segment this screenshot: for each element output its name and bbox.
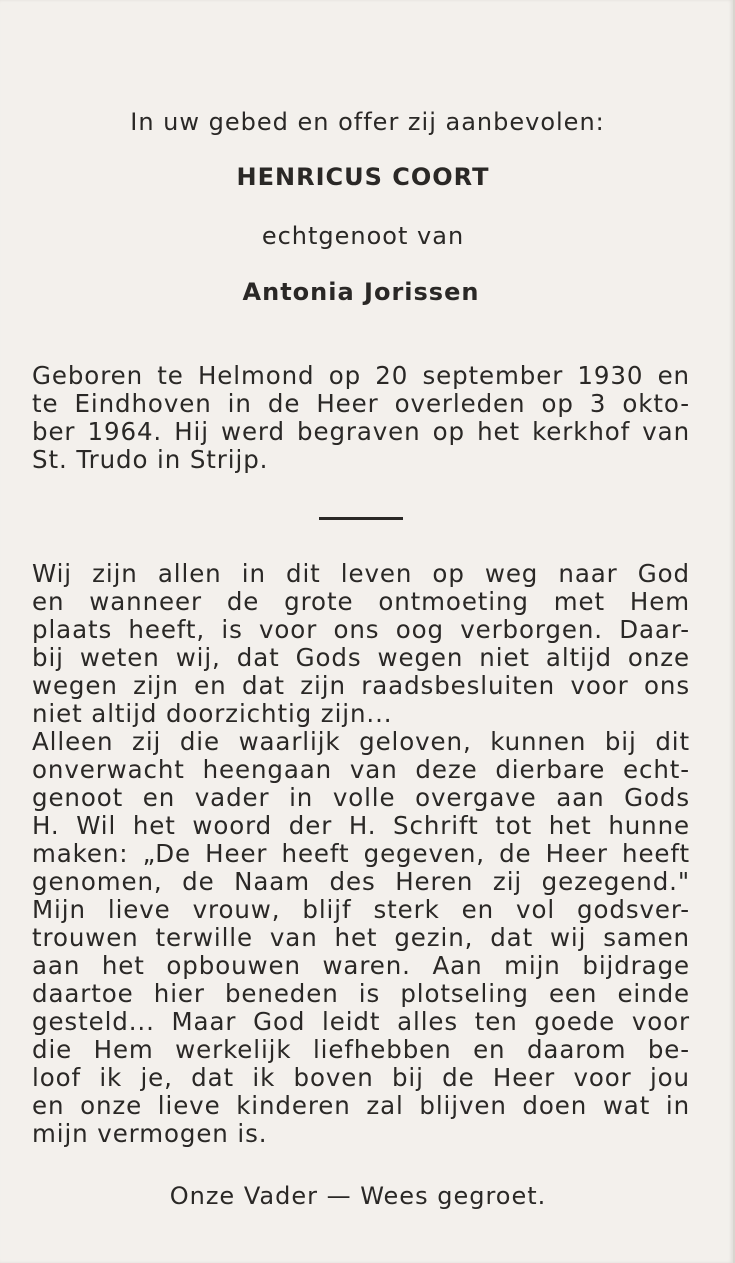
meditation-line: en wanneer de grote ontmoeting met Hem — [32, 587, 690, 616]
biography-line: St. Trudo in Strijp. — [32, 445, 269, 474]
biography-paragraph — [32, 362, 690, 474]
meditation-line: en onze lieve kinderen zal blijven doen wat in — [32, 1091, 690, 1120]
meditation-line: Wij zijn allen in dit leven op weg naar God — [32, 559, 690, 588]
meditation-line: wegen zijn en dat zijn raadsbesluiten voor ons — [32, 671, 690, 700]
meditation-line: niet altijd doorzichtig zijn... — [32, 699, 393, 728]
meditation-line: maken: „De Heer heeft gegeven, de Heer heeft — [32, 839, 690, 868]
meditation-line: Mijn lieve vrouw, blijf sterk en vol godsver- — [32, 895, 690, 924]
meditation-line: loof ik je, dat ik boven bij de Heer voor jou — [32, 1063, 690, 1092]
meditation-line: trouwen terwille van het gezin, dat wij samen — [32, 923, 690, 952]
meditation-line: die Hem werkelijk liefhebben en daarom be- — [32, 1035, 690, 1064]
meditation-line: genomen, de Naam des Heren zij gezegend." — [32, 867, 690, 896]
meditation-line: H. Wil het woord der H. Schrift tot het hunne — [32, 811, 690, 840]
meditation-line: bij weten wij, dat Gods wegen niet altijd onze — [32, 643, 690, 672]
spouse-name: Antonia Jorissen — [242, 278, 480, 306]
meditation-line: daartoe hier beneden is plotseling een einde — [32, 979, 690, 1008]
meditation-line: genoot en vader in volle overgave aan Gods — [32, 783, 690, 812]
meditation-paragraph — [32, 560, 690, 1148]
biography-line: te Eindhoven in de Heer overleden op 3 okto- — [32, 389, 690, 418]
invocation-heading: In uw gebed en offer zij aanbevolen: — [130, 108, 605, 136]
meditation-line: onverwacht heengaan van deze dierbare echt- — [32, 755, 690, 784]
biography-line: ber 1964. Hij werd begraven op het kerkhof van — [32, 417, 690, 446]
meditation-line: mijn vermogen is. — [32, 1119, 268, 1148]
relation-text: echtgenoot van — [261, 222, 465, 250]
meditation-line: gesteld... Maar God leidt alles ten goede voor — [32, 1007, 690, 1036]
closing-prayers: Onze Vader — Wees gegroet. — [169, 1182, 547, 1210]
meditation-line: aan het opbouwen waren. Aan mijn bijdrage — [32, 951, 690, 980]
biography-line: Geboren te Helmond op 20 september 1930 en — [32, 361, 690, 390]
deceased-name: HENRICUS COORT — [236, 163, 490, 191]
section-divider — [319, 517, 403, 520]
meditation-line: Alleen zij die waarlijk geloven, kunnen bij dit — [32, 727, 690, 756]
meditation-line: plaats heeft, is voor ons oog verborgen. Daar- — [32, 615, 690, 644]
